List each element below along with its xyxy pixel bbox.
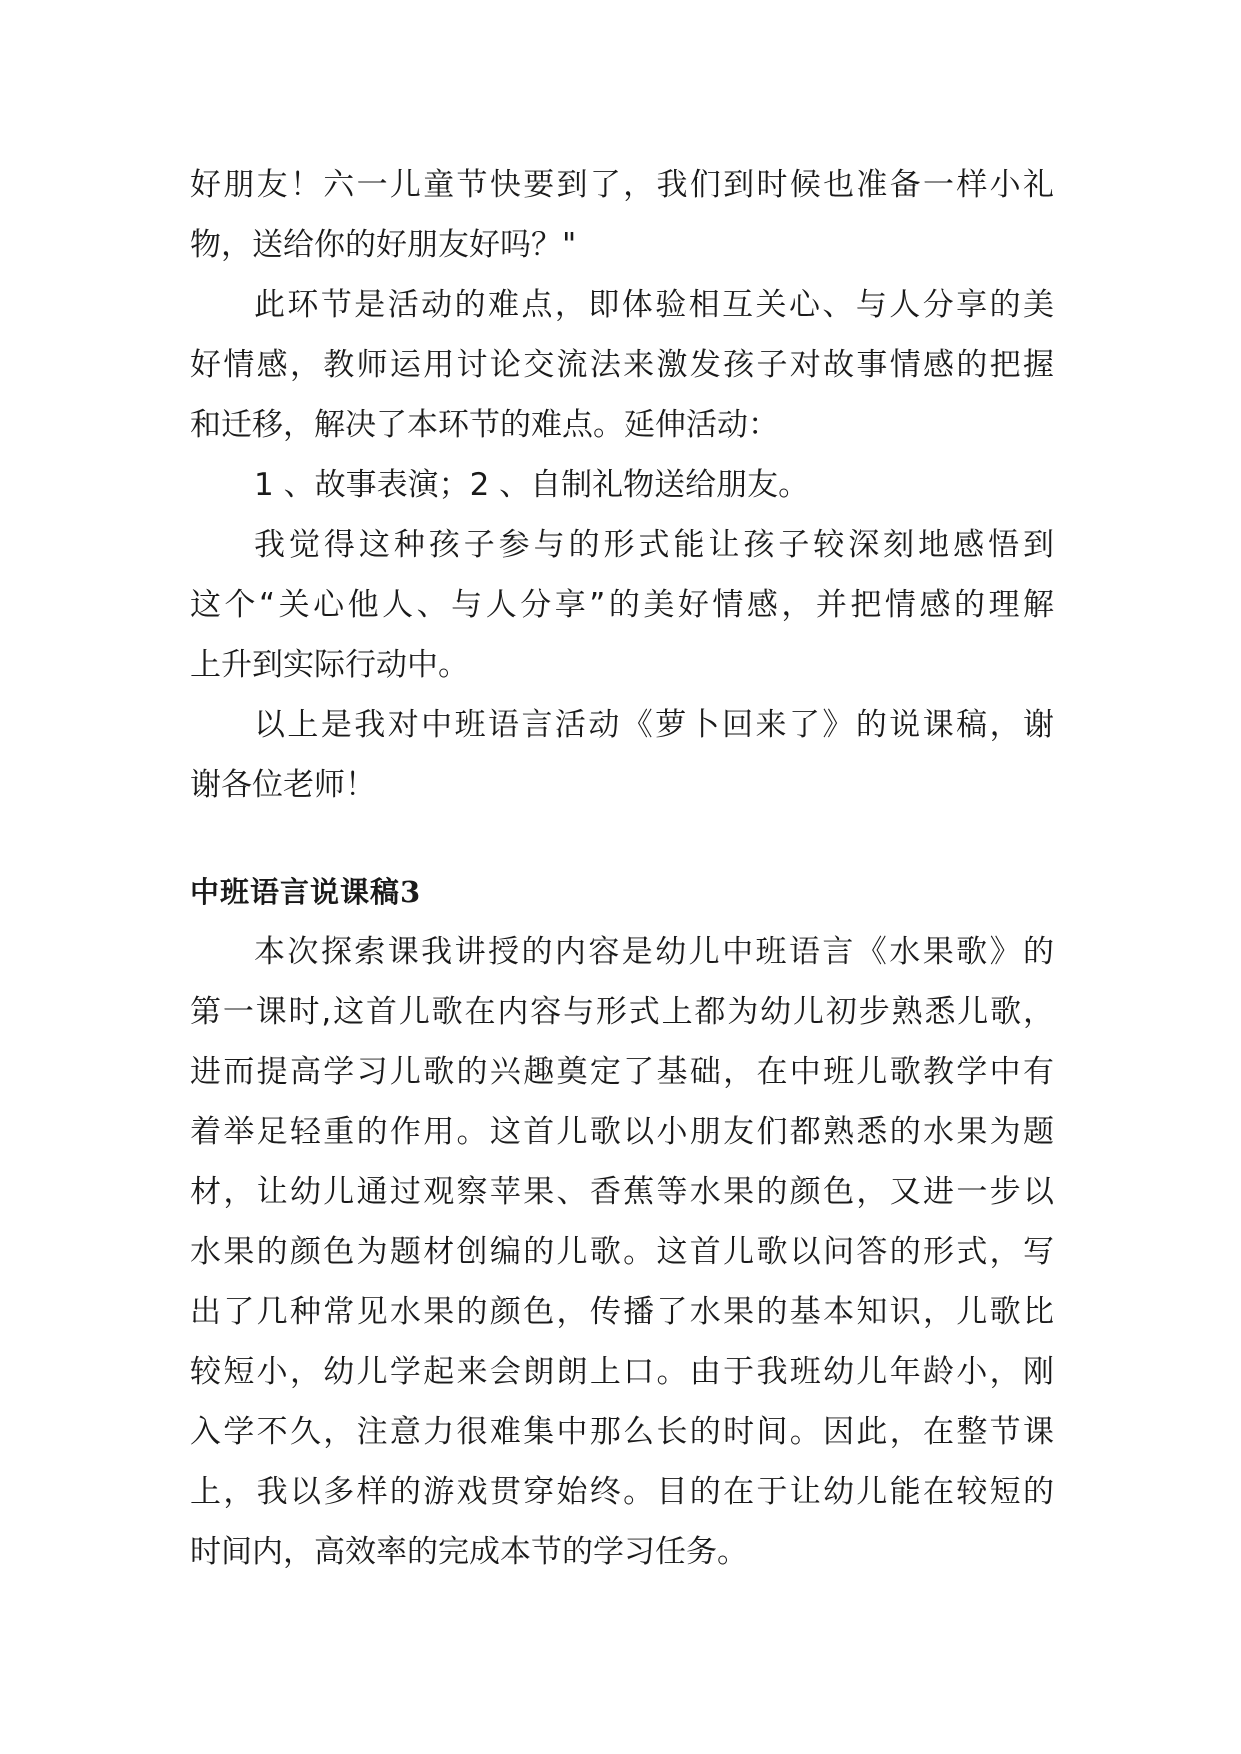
section-heading: 中班语言说课稿3: [190, 875, 422, 909]
paragraph-line: 出了几种常见水果的颜色，传播了水果的基本知识，儿歌比: [190, 1294, 1054, 1330]
paragraph-line: 上升到实际行动中。: [190, 647, 469, 683]
paragraph-line: 水果的颜色为题材创编的儿歌。这首儿歌以问答的形式，写: [190, 1234, 1054, 1270]
paragraph-line: 好朋友！六一儿童节快要到了，我们到时候也准备一样小礼: [190, 167, 1054, 203]
paragraph-line: 1 、故事表演；2 、自制礼物送给朋友。: [254, 467, 810, 503]
paragraph-line: 和迁移，解决了本环节的难点。延伸活动：: [190, 407, 779, 443]
paragraph-line: 着举足轻重的作用。这首儿歌以小朋友们都熟悉的水果为题: [190, 1114, 1054, 1150]
paragraph-line: 较短小，幼儿学起来会朗朗上口。由于我班幼儿年龄小，刚: [190, 1354, 1054, 1390]
paragraph-line: 我觉得这种孩子参与的形式能让孩子较深刻地感悟到: [254, 527, 1054, 563]
paragraph-line: 本次探索课我讲授的内容是幼儿中班语言《水果歌》的: [254, 934, 1054, 970]
paragraph-line: 以上是我对中班语言活动《萝卜回来了》的说课稿，谢: [254, 707, 1054, 743]
paragraph-line: 物，送给你的好朋友好吗？": [190, 227, 577, 263]
paragraph-line: 进而提高学习儿歌的兴趣奠定了基础，在中班儿歌教学中有: [190, 1054, 1054, 1090]
paragraph-line: 这个“关心他人、与人分享”的美好情感，并把情感的理解: [190, 587, 1054, 623]
paragraph-line: 入学不久，注意力很难集中那么长的时间。因此，在整节课: [190, 1414, 1054, 1450]
paragraph-line: 谢各位老师！: [190, 767, 376, 803]
paragraph-line: 材，让幼儿通过观察苹果、香蕉等水果的颜色，又进一步以: [190, 1174, 1054, 1210]
paragraph-line: 上，我以多样的游戏贯穿始终。目的在于让幼儿能在较短的: [190, 1474, 1054, 1510]
paragraph-line: 时间内，高效率的完成本节的学习任务。: [190, 1534, 748, 1570]
paragraph-line: 第一课时,这首儿歌在内容与形式上都为幼儿初步熟悉儿歌，: [190, 994, 1054, 1030]
paragraph-line: 好情感，教师运用讨论交流法来激发孩子对故事情感的把握: [190, 347, 1054, 383]
paragraph-line: 此环节是活动的难点，即体验相互关心、与人分享的美: [254, 287, 1054, 323]
